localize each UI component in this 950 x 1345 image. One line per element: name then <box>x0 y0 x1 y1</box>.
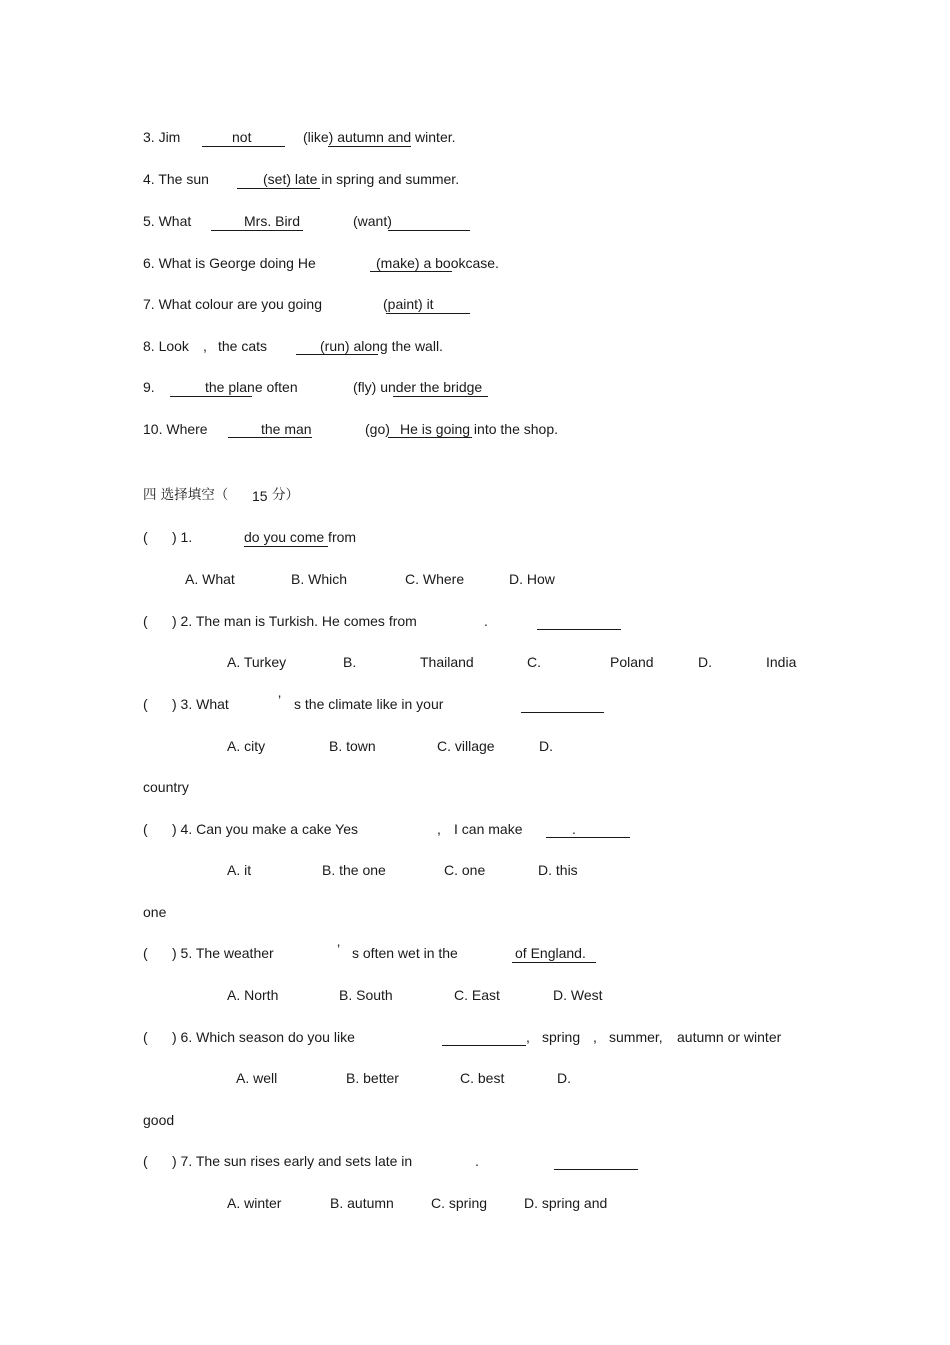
option-d-letter[interactable]: D. <box>698 654 712 670</box>
question-text: 7. What colour are you going <box>143 296 322 312</box>
option-c[interactable]: C. spring <box>431 1195 488 1211</box>
question-text: the man <box>261 421 312 437</box>
answer-blank[interactable] <box>554 1169 638 1170</box>
answer-blank[interactable] <box>442 1045 526 1046</box>
option-b[interactable]: B. better <box>346 1070 399 1086</box>
question-text: 3. Jim <box>143 129 181 145</box>
answer-blank[interactable] <box>370 271 452 272</box>
option-a[interactable]: A. Turkey <box>227 654 287 670</box>
option-c[interactable]: C. Where <box>405 571 465 587</box>
answer-blank[interactable] <box>512 962 596 963</box>
question-text: s often wet in the <box>352 945 458 961</box>
option-a[interactable]: A. it <box>227 862 252 878</box>
option-d[interactable]: D. <box>557 1070 571 1086</box>
answer-paren[interactable]: ( <box>143 945 148 961</box>
option-d[interactable]: D. this <box>538 862 578 878</box>
option-a[interactable]: A. city <box>227 738 266 754</box>
blank-word: Mrs. Bird <box>244 213 300 229</box>
heading-unit: 分） <box>272 487 299 503</box>
option-a[interactable]: A. What <box>185 571 235 587</box>
question-text: ) 7. The sun rises early and sets late in <box>172 1153 413 1169</box>
answer-blank[interactable] <box>296 354 378 355</box>
question-text: (fly) under the bridge <box>353 379 483 395</box>
question-text: do you come from <box>244 529 357 545</box>
answer-blank[interactable] <box>170 396 252 397</box>
question-text: , <box>526 1029 530 1045</box>
option-c[interactable]: C. East <box>454 987 500 1003</box>
question-text: 4. The sun <box>143 171 209 187</box>
question-text: ) 4. Can you make a cake Yes <box>172 821 358 837</box>
question-text: (go) <box>365 421 390 437</box>
answer-blank[interactable] <box>237 188 320 189</box>
question-text: (paint) it <box>383 296 434 312</box>
question-text: (run) along the wall. <box>320 338 443 354</box>
option-b[interactable]: B. South <box>339 987 393 1003</box>
question-text: . <box>475 1153 479 1169</box>
question-text: 8. Look <box>143 338 189 354</box>
question-text: 10. Where <box>143 421 208 437</box>
option-c-letter[interactable]: C. <box>527 654 541 670</box>
answer-blank[interactable] <box>546 837 630 838</box>
option-d[interactable]: D. spring and <box>524 1195 608 1211</box>
option-b[interactable]: B. autumn <box>330 1195 394 1211</box>
question-text: of England. <box>515 945 586 961</box>
question-text: , <box>593 1029 597 1045</box>
option-b[interactable]: B. the one <box>322 862 386 878</box>
question-text: , <box>437 821 441 837</box>
option-a[interactable]: A. well <box>236 1070 278 1086</box>
question-text: ’ <box>337 941 341 957</box>
question-text: ) 6. Which season do you like <box>172 1029 355 1045</box>
answer-paren[interactable]: ( <box>143 821 148 837</box>
question-text: 5. What <box>143 213 192 229</box>
option-d[interactable]: D. How <box>509 571 555 587</box>
question-text: . <box>572 821 576 837</box>
heading-score: 15 <box>252 488 268 504</box>
question-text: ) 5. The weather <box>172 945 274 961</box>
question-text: ) 2. The man is Turkish. He comes from <box>172 613 417 629</box>
question-text: He is going into the shop. <box>400 421 558 437</box>
question-text: ’ <box>278 692 282 708</box>
question-text: (want) <box>353 213 392 229</box>
question-text: ) 3. What <box>172 696 229 712</box>
question-text: (set) late in spring and summer. <box>263 171 460 187</box>
option-d-text[interactable]: India <box>766 654 797 670</box>
question-text: 9. <box>143 379 155 395</box>
question-text: . <box>484 613 488 629</box>
answer-paren[interactable]: ( <box>143 696 148 712</box>
answer-blank[interactable] <box>202 146 285 147</box>
answer-blank[interactable] <box>388 230 470 231</box>
option-d[interactable]: D. West <box>553 987 603 1003</box>
option-b[interactable]: B. town <box>329 738 376 754</box>
answer-blank[interactable] <box>388 437 472 438</box>
question-text: autumn or winter <box>677 1029 782 1045</box>
option-c-text[interactable]: Poland <box>610 654 654 670</box>
question-text: 6. What is George doing He <box>143 255 316 271</box>
question-text: I can make <box>454 821 523 837</box>
answer-blank[interactable] <box>211 230 303 231</box>
option-d[interactable]: D. <box>539 738 553 754</box>
option-d-text[interactable]: one <box>143 904 167 920</box>
blank-word: not <box>232 129 252 145</box>
option-b-text[interactable]: Thailand <box>420 654 474 670</box>
question-text: s the climate like in your <box>294 696 444 712</box>
option-d-text[interactable]: good <box>143 1112 175 1128</box>
option-a[interactable]: A. North <box>227 987 279 1003</box>
answer-paren[interactable]: ( <box>143 1029 148 1045</box>
answer-paren[interactable]: ( <box>143 1153 148 1169</box>
underline <box>328 146 411 147</box>
question-text: spring <box>542 1029 581 1045</box>
question-text: (make) a bookcase. <box>376 255 499 271</box>
option-d-text[interactable]: country <box>143 779 189 795</box>
question-text: , <box>203 338 207 354</box>
option-c[interactable]: C. best <box>460 1070 505 1086</box>
answer-blank[interactable] <box>386 313 470 314</box>
answer-blank[interactable] <box>521 712 604 713</box>
heading-text: 四 选择填空（ <box>143 487 229 503</box>
option-c[interactable]: C. one <box>444 862 486 878</box>
option-c[interactable]: C. village <box>437 738 495 754</box>
answer-blank[interactable] <box>537 629 621 630</box>
question-text: the cats <box>218 338 268 354</box>
option-b-letter[interactable]: B. <box>343 654 357 670</box>
question-text: ) 1. <box>172 529 193 545</box>
answer-blank[interactable] <box>228 437 312 438</box>
question-text: (like) autumn and winter. <box>303 129 456 145</box>
option-a[interactable]: A. winter <box>227 1195 282 1211</box>
answer-paren[interactable]: ( <box>143 529 148 545</box>
underline <box>393 396 488 397</box>
question-text: the plane often <box>205 379 298 395</box>
answer-paren[interactable]: ( <box>143 613 148 629</box>
question-text: summer, <box>609 1029 663 1045</box>
option-b[interactable]: B. Which <box>291 571 348 587</box>
underline <box>244 546 328 547</box>
